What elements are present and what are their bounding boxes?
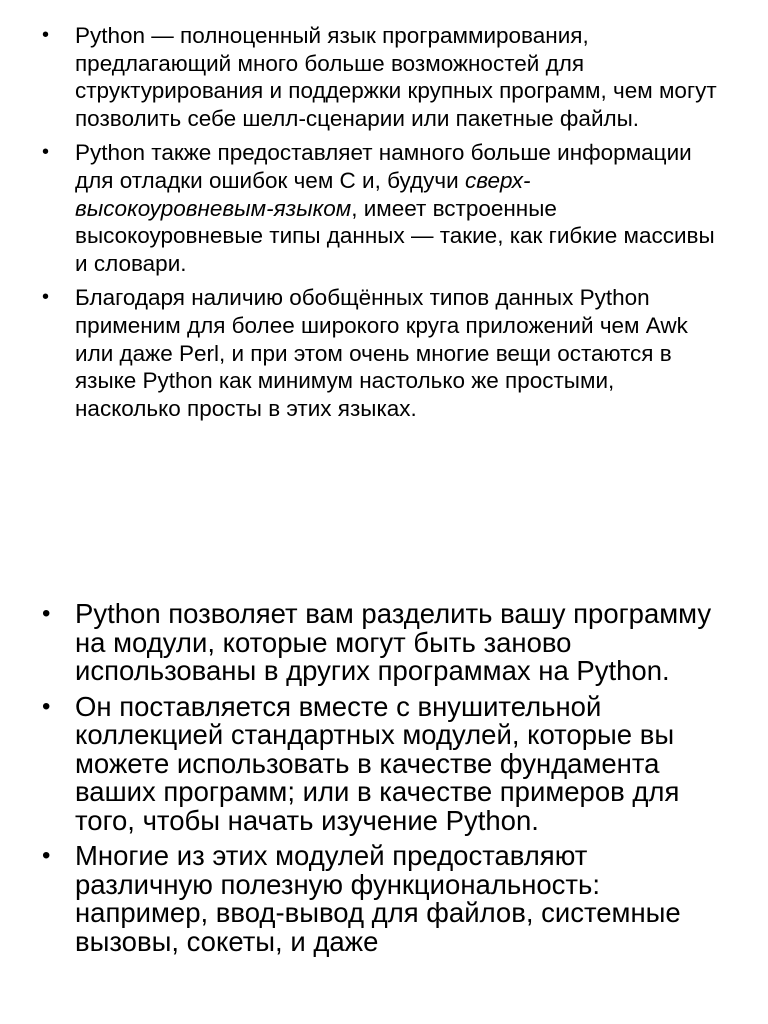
bullet-icon: • <box>42 286 50 309</box>
list-item-text: Python позволяет вам разделить вашу программу на модули, которые могут быть заново использованы в других программах на Python. <box>75 598 712 686</box>
bullet-icon: • <box>42 842 51 869</box>
list-item <box>0 22 768 133</box>
bullet-icon: • <box>42 692 51 720</box>
list-item <box>0 690 768 836</box>
list-item <box>0 842 768 956</box>
list-item <box>0 139 768 278</box>
list-item-text: Благодаря наличию обобщённых типов данных Python применим для более широкого круга приложений чем Awk или даже Perl, и при этом очень многие вещи остаются в языке Python как минимум настолько же простыми, насколько просты в этих языках. <box>75 285 688 422</box>
bullet-icon: • <box>42 600 51 627</box>
list-item <box>0 600 768 686</box>
list-item-text: Python также предоставляет намного больше информации для отладки ошибок чем С и, будучи <box>75 140 692 194</box>
list-item-emphasis: сверх-высокоуровневым-языком <box>75 168 531 221</box>
bullet-icon: • <box>42 141 50 164</box>
bullet-icon: • <box>42 24 50 46</box>
list-item-text: Многие из этих модулей предоставляют различную полезную функциональность: например, ввод-вывод для файлов, системные вызовы, сокеты, и даже <box>75 840 681 957</box>
list-item <box>0 284 768 423</box>
list-item-text: Он поставляется вместе с внушительной коллекцией стандартных модулей, которые вы можете использовать в качестве фундамента ваших программ; или в качестве примеров для того, чтобы начать изучение Python. <box>75 690 680 836</box>
bullet-list-bottom <box>0 600 768 963</box>
bullet-list-top <box>0 22 768 429</box>
list-item-text: Python — полноценный язык программирования, предлагающий много больше возможностей для структурирования и поддержки крупных программ, чем могут позволить себе шелл-сценарии или пакетные файлы. <box>75 23 717 132</box>
list-item-text: , имеет встроенные высокоуровневые типы данных — такие, как гибкие массивы и словари. <box>75 195 715 277</box>
